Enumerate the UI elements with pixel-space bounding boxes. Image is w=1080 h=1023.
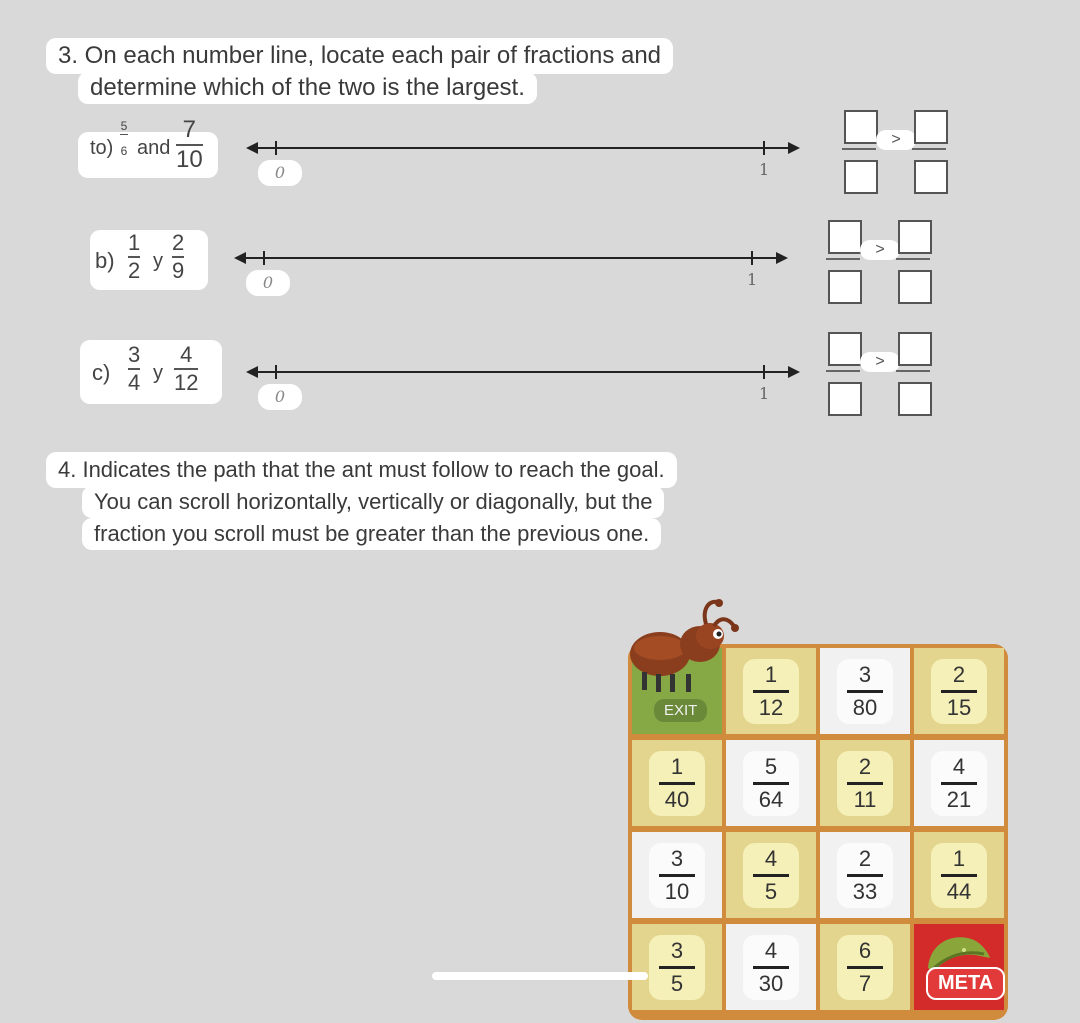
maze-cell[interactable] [914,740,1004,826]
exercise-3-title-line1: 3. On each number line, locate each pair of fractions and [46,38,673,74]
comparison-c-box-1[interactable] [828,332,862,366]
number-line-c-one: 1 [759,384,770,403]
fraction-bar [659,966,695,969]
maze-cell[interactable] [632,924,722,1010]
fraction-numerator: 2 [952,661,966,687]
number-line-a [246,136,802,166]
fraction-denominator: 12 [758,694,784,720]
fraction-numerator: 1 [670,753,684,779]
row-a-label: to) [90,137,114,159]
fraction-bar [847,690,883,693]
home-indicator [432,972,648,980]
row-c-frac1-num: 3 [128,342,141,367]
fraction-denominator: 33 [852,878,878,904]
exercise-4-title-line1: 4. Indicates the path that the ant must follow to reach the goal. [46,452,677,488]
row-c-label: c) [92,360,111,385]
fraction-bar [659,874,695,877]
maze-fraction [931,843,987,908]
fraction-bar [847,966,883,969]
comparison-b-box-4[interactable] [898,270,932,304]
fraction-bar [847,874,883,877]
fraction-denominator: 5 [670,970,684,996]
maze-fraction [743,935,799,1000]
fraction-numerator: 5 [764,753,778,779]
number-line-c [246,360,802,390]
fraction-denominator: 11 [853,786,877,812]
fraction-denominator: 40 [664,786,690,812]
comparison-c-box-2[interactable] [828,382,862,416]
row-c-connector: y [153,362,163,384]
number-line-c-zero: 0 [258,384,302,410]
comparison-b-box-3[interactable] [898,220,932,254]
maze-cell[interactable] [820,832,910,918]
exercise-4-title-line2: You can scroll horizontally, vertically or diagonally, but the [82,486,664,518]
row-a-frac1-num: 5 [120,119,128,133]
row-b-frac1-num: 1 [128,230,141,255]
row-b-frac1-den: 2 [128,258,141,283]
number-line-a-one: 1 [759,160,770,179]
comparison-c-symbol: > [860,352,900,372]
row-c-frac2-num: 4 [180,342,193,367]
maze-cell[interactable] [914,832,1004,918]
maze-fraction [837,659,893,724]
fraction-bar [941,874,977,877]
maze-fraction [649,935,705,1000]
maze-fraction [649,751,705,816]
fraction-numerator: 3 [858,661,872,687]
row-c-frac2-den: 12 [174,370,199,395]
comparison-b-box-1[interactable] [828,220,862,254]
maze-fraction [743,843,799,908]
row-c-frac1-den: 4 [128,370,141,395]
maze-cell[interactable] [820,740,910,826]
row-a-frac2-den: 10 [176,146,203,173]
maze-cell[interactable] [726,740,816,826]
fraction-numerator: 3 [670,845,684,871]
goal-badge: META [926,967,1005,1000]
row-a-frac1-den: 6 [120,144,128,158]
comparison-a-box-1[interactable] [844,110,878,144]
maze-cell[interactable] [820,924,910,1010]
comparison-a-box-3[interactable] [914,110,948,144]
maze-fraction [837,935,893,1000]
maze-cell[interactable] [820,648,910,734]
exercise-4-title-line3: fraction you scroll must be greater than the previous one. [82,518,661,550]
comparison-a [840,108,952,192]
maze-fraction [837,751,893,816]
fraction-denominator: 5 [764,878,778,904]
maze-fraction [649,843,705,908]
fraction-numerator: 6 [858,937,872,963]
fraction-numerator: 4 [764,937,778,963]
comparison-c-bar-1 [826,370,860,372]
number-line-b-zero: 0 [246,270,290,296]
row-b-connector: y [153,250,163,272]
exercise-3-title-line2: determine which of the two is the largest. [78,72,537,104]
maze-cell[interactable] [632,832,722,918]
number-line-b-one: 1 [747,270,758,289]
fraction-bar [847,782,883,785]
row-c-fraction-2 [174,344,198,394]
number-line-a-zero: 0 [258,160,302,186]
fraction-bar [941,782,977,785]
fraction-maze [628,644,1008,1020]
row-a-frac2-num: 7 [182,116,197,143]
maze-cell[interactable] [632,740,722,826]
row-a-connector: and [137,137,171,159]
comparison-b-bar-1 [826,258,860,260]
row-c-fraction-1 [128,344,140,394]
fraction-numerator: 1 [764,661,778,687]
number-line-b [234,246,790,276]
row-a-fraction-2 [176,118,203,172]
maze-cell-goal[interactable] [914,924,1004,1010]
fraction-bar [941,690,977,693]
maze-cell[interactable] [726,832,816,918]
row-b-frac2-den: 9 [172,258,185,283]
maze-cell[interactable] [726,924,816,1010]
row-b-fraction-2 [172,232,184,282]
fraction-denominator: 64 [758,786,784,812]
ant-icon [622,596,752,696]
fraction-bar [753,966,789,969]
row-b-frac2-num: 2 [172,230,185,255]
row-b-label: b) [95,248,115,273]
comparison-b-box-2[interactable] [828,270,862,304]
fraction-denominator: 44 [946,878,972,904]
fraction-bar [659,782,695,785]
row-b-fraction-1 [128,232,140,282]
fraction-numerator: 4 [764,845,778,871]
fraction-bar [753,690,789,693]
row-a-fraction-1 [120,120,128,157]
maze-fraction [837,843,893,908]
comparison-b-bar-2 [896,258,930,260]
comparison-a-box-2[interactable] [844,160,878,194]
comparison-c-box-3[interactable] [898,332,932,366]
row-a-frac1-bar [120,134,128,135]
fraction-numerator: 4 [952,753,966,779]
comparison-b-symbol: > [860,240,900,260]
fraction-denominator: 15 [946,694,972,720]
fraction-numerator: 2 [858,753,872,779]
maze-cell[interactable] [914,648,1004,734]
comparison-c-bar-2 [896,370,930,372]
comparison-c-box-4[interactable] [898,382,932,416]
comparison-a-box-4[interactable] [914,160,948,194]
comparison-b [824,218,936,302]
comparison-a-bar-2 [912,148,946,150]
fraction-bar [753,874,789,877]
fraction-denominator: 7 [858,970,872,996]
fraction-denominator: 10 [664,878,690,904]
fraction-bar [753,782,789,785]
fraction-denominator: 80 [852,694,878,720]
maze-fraction [743,751,799,816]
exit-badge: EXIT [654,699,707,722]
fraction-denominator: 21 [946,786,972,812]
fraction-numerator: 3 [670,937,684,963]
comparison-c [824,330,936,414]
fraction-denominator: 30 [758,970,784,996]
comparison-a-bar-1 [842,148,876,150]
maze-fraction [931,751,987,816]
comparison-a-symbol: > [876,130,916,150]
fraction-numerator: 1 [952,845,966,871]
fraction-numerator: 2 [858,845,872,871]
maze-fraction [931,659,987,724]
